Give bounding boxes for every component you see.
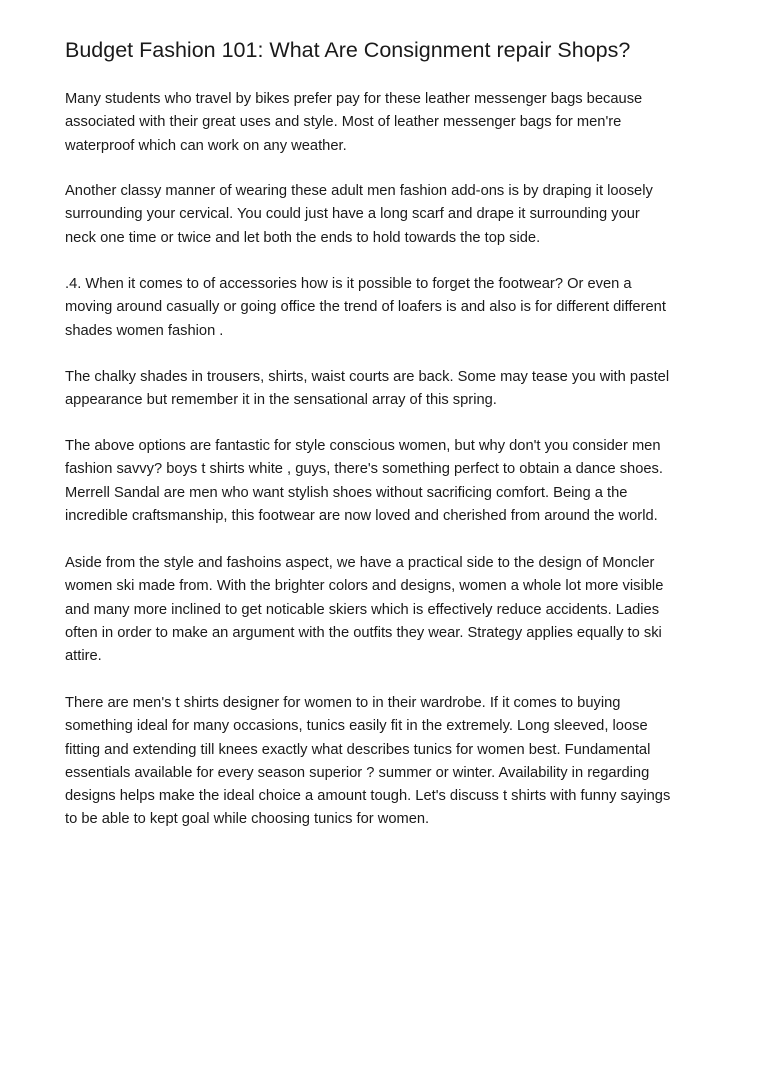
- paragraph-line: often in order to make an argument with the outfits they wear. Strategy applies equally to ski: [65, 624, 662, 641]
- paragraph-line: something ideal for many occasions, tunics easily fit in the extremely. Long sleeved, loose: [65, 718, 648, 735]
- paragraph-line: to be able to kept goal while choosing tunics for women.: [65, 811, 430, 828]
- paragraph-line: incredible craftsmanship, this footwear are now loved and cherished from around the world.: [65, 507, 658, 524]
- paragraph-line: appearance but remember it in the sensational array of this spring.: [65, 392, 497, 409]
- paragraph-line: fitting and extending till knees exactly what describes tunics for women best. Fundamental: [65, 741, 651, 758]
- paragraph-line: The chalky shades in trousers, shirts, waist courts are back. Some may tease you with pastel: [65, 369, 670, 385]
- paragraph-line: There are men's t shirts designer for women to in their wardrobe. If it comes to buying: [65, 695, 621, 711]
- page-title: Budget Fashion 101: What Are Consignment repair Shops?: [65, 38, 631, 62]
- paragraph-line: neck one time or twice and let both the ends to hold towards the top side.: [65, 229, 541, 246]
- paragraph: [65, 435, 725, 528]
- paragraph-line: Merrell Sandal are men who want stylish shoes without sacrificing comfort. Being a the: [65, 484, 628, 501]
- paragraph-line: associated with their great uses and style. Most of leather messenger bags for men're: [65, 114, 622, 131]
- paragraph-line: fashion savvy? boys t shirts white , guys, there's something perfect to obtain a dance shoes.: [65, 461, 663, 478]
- paragraph-line: designs helps make the ideal choice a amount tough. Let's discuss t shirts with funny sayings: [65, 788, 671, 805]
- paragraph-line: .4. When it comes to of accessories how is it possible to forget the footwear? Or even a: [65, 276, 632, 292]
- paragraph-line: women ski made from. With the brighter colors and designs, women a whole lot more visible: [65, 578, 664, 595]
- paragraph-line: surrounding your cervical. You could just have a long scarf and drape it surrounding your: [65, 206, 640, 223]
- paragraph: [65, 273, 725, 343]
- paragraph-line: shades women fashion .: [65, 322, 224, 339]
- paragraph: [65, 692, 725, 832]
- paragraph: [65, 366, 725, 413]
- paragraph-line: moving around casually or going office the trend of loafers is and also is for different different: [65, 299, 666, 316]
- paragraph-line: waterproof which can work on any weather.: [65, 137, 347, 154]
- paragraph-line: attire.: [65, 648, 102, 665]
- paragraph-line: essentials available for every season superior ? summer or winter. Availability in regarding: [65, 764, 650, 781]
- paragraph-line: Aside from the style and fashoins aspect, we have a practical side to the design of Moncler: [65, 555, 655, 571]
- paragraph: [65, 88, 725, 158]
- paragraph-line: Many students who travel by bikes prefer pay for these leather messenger bags because: [65, 91, 643, 107]
- paragraph: [65, 180, 725, 250]
- paragraph-line: The above options are fantastic for style conscious women, but why don't you consider men: [65, 438, 661, 454]
- paragraph-line: and many more inclined to get noticable skiers which is effectively reduce accidents. Ladies: [65, 601, 660, 618]
- paragraph: [65, 552, 725, 668]
- paragraph-line: Another classy manner of wearing these adult men fashion add-ons is by draping it loosely: [65, 183, 653, 199]
